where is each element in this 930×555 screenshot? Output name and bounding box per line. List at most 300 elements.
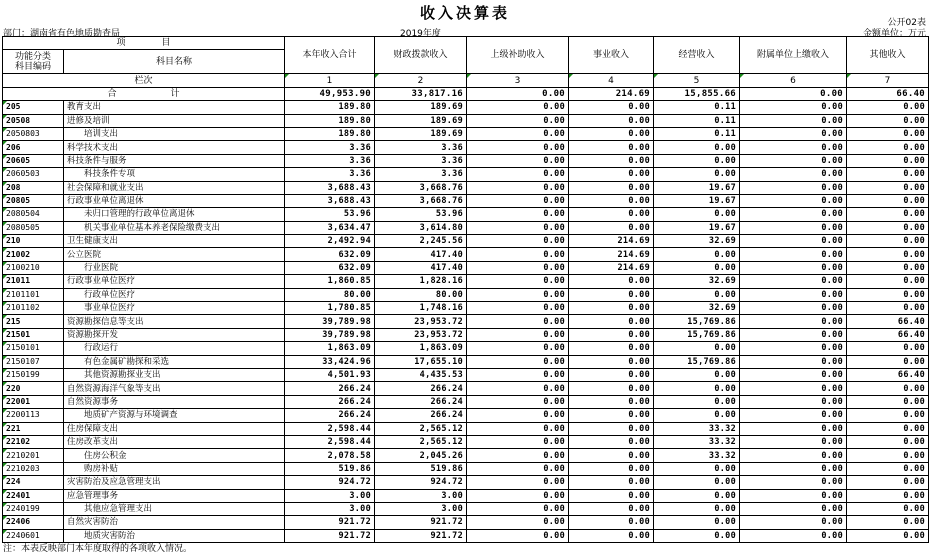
amount-cell: 0.00 xyxy=(847,114,929,127)
table-row xyxy=(3,502,929,515)
amount-cell: 0.00 xyxy=(467,449,569,462)
amount-cell: 0.00 xyxy=(740,328,847,341)
subject-code: 2060503 xyxy=(3,168,64,181)
amount-cell: 0.00 xyxy=(847,395,929,408)
amount-cell: 0.00 xyxy=(467,409,569,422)
subject-code: 22401 xyxy=(3,489,64,502)
amount-cell: 2,245.56 xyxy=(375,235,467,248)
total-value: 66.40 xyxy=(847,87,929,100)
amount-cell: 0.00 xyxy=(569,168,654,181)
table-row xyxy=(3,248,929,261)
amount-cell: 0.00 xyxy=(467,127,569,140)
amount-cell: 3.00 xyxy=(375,489,467,502)
amount-cell: 632.09 xyxy=(285,261,375,274)
amount-cell: 0.00 xyxy=(740,382,847,395)
amount-cell: 32.69 xyxy=(654,275,740,288)
amount-cell: 0.00 xyxy=(569,221,654,234)
subject-code: 208 xyxy=(3,181,64,194)
subject-code: 2101102 xyxy=(3,302,64,315)
table-row xyxy=(3,489,929,502)
subject-name: 行政运行 xyxy=(64,342,285,355)
amount-cell: 3.36 xyxy=(285,168,375,181)
amount-cell: 0.00 xyxy=(654,395,740,408)
amount-cell: 0.00 xyxy=(569,181,654,194)
subject-name: 住房保障支出 xyxy=(64,422,285,435)
amount-cell: 19.67 xyxy=(654,221,740,234)
total-value: 33,817.16 xyxy=(375,87,467,100)
amount-cell: 0.00 xyxy=(569,368,654,381)
amount-cell: 3,634.47 xyxy=(285,221,375,234)
subject-code: 215 xyxy=(3,315,64,328)
amount-cell: 0.00 xyxy=(467,235,569,248)
amount-cell: 0.00 xyxy=(467,221,569,234)
amount-cell: 0.00 xyxy=(740,114,847,127)
amount-cell: 519.86 xyxy=(375,462,467,475)
subject-name: 培训支出 xyxy=(64,127,285,140)
amount-cell: 0.00 xyxy=(467,302,569,315)
amount-cell: 0.00 xyxy=(569,194,654,207)
amount-cell: 4,501.93 xyxy=(285,368,375,381)
amount-cell: 0.00 xyxy=(847,382,929,395)
amount-cell: 0.00 xyxy=(569,435,654,448)
amount-cell: 0.00 xyxy=(740,462,847,475)
column-number: 3 xyxy=(467,74,569,87)
amount-cell: 0.00 xyxy=(740,342,847,355)
subject-code: 2150101 xyxy=(3,342,64,355)
table-row xyxy=(3,395,929,408)
amount-cell: 0.00 xyxy=(569,101,654,114)
amount-cell: 0.00 xyxy=(569,154,654,167)
amount-cell: 0.00 xyxy=(569,449,654,462)
amount-cell: 3.36 xyxy=(375,154,467,167)
subject-code: 210 xyxy=(3,235,64,248)
amount-cell: 0.00 xyxy=(467,141,569,154)
amount-cell: 0.00 xyxy=(847,355,929,368)
amount-cell: 0.00 xyxy=(569,395,654,408)
amount-cell: 3.00 xyxy=(285,489,375,502)
amount-cell: 0.00 xyxy=(569,409,654,422)
amount-cell: 214.69 xyxy=(569,261,654,274)
amount-cell: 66.40 xyxy=(847,315,929,328)
amount-cell: 266.24 xyxy=(375,409,467,422)
subject-name: 自然资源事务 xyxy=(64,395,285,408)
subject-name: 机关事业单位基本养老保险缴费支出 xyxy=(64,221,285,234)
amount-cell: 0.00 xyxy=(847,409,929,422)
amount-cell: 189.80 xyxy=(285,101,375,114)
column-header: 财政拨款收入 xyxy=(375,37,467,74)
amount-cell: 0.00 xyxy=(654,462,740,475)
amount-cell: 0.00 xyxy=(740,208,847,221)
amount-cell: 19.67 xyxy=(654,181,740,194)
amount-cell: 15,769.86 xyxy=(654,328,740,341)
table-row xyxy=(3,275,929,288)
amount-unit: 金额单位：万元 xyxy=(862,29,926,39)
amount-cell: 266.24 xyxy=(285,409,375,422)
amount-cell: 3.00 xyxy=(285,502,375,515)
table-row xyxy=(3,315,929,328)
amount-cell: 0.11 xyxy=(654,101,740,114)
table-row xyxy=(3,355,929,368)
subject-code: 2150107 xyxy=(3,355,64,368)
column-number: 4 xyxy=(569,74,654,87)
amount-cell: 0.00 xyxy=(467,114,569,127)
amount-cell: 0.00 xyxy=(569,208,654,221)
subject-name: 事业单位医疗 xyxy=(64,302,285,315)
table-row xyxy=(3,194,929,207)
table-row xyxy=(3,342,929,355)
amount-cell: 0.00 xyxy=(740,235,847,248)
amount-cell: 266.24 xyxy=(375,395,467,408)
total-value: 49,953.90 xyxy=(285,87,375,100)
amount-cell: 0.00 xyxy=(654,168,740,181)
amount-cell: 0.00 xyxy=(740,449,847,462)
subject-name: 行政事业单位离退休 xyxy=(64,194,285,207)
amount-cell: 0.00 xyxy=(847,208,929,221)
total-label: 合 计 xyxy=(3,87,285,100)
amount-cell: 0.00 xyxy=(847,288,929,301)
amount-cell: 39,789.98 xyxy=(285,315,375,328)
amount-cell: 0.00 xyxy=(467,516,569,529)
amount-cell: 0.00 xyxy=(740,435,847,448)
amount-cell: 0.00 xyxy=(847,342,929,355)
amount-cell: 924.72 xyxy=(285,476,375,489)
amount-cell: 189.69 xyxy=(375,114,467,127)
amount-cell: 0.00 xyxy=(654,516,740,529)
subject-code: 20508 xyxy=(3,114,64,127)
subject-code: 2101101 xyxy=(3,288,64,301)
amount-cell: 15,769.86 xyxy=(654,355,740,368)
amount-cell: 66.40 xyxy=(847,328,929,341)
subject-name: 自然资源海洋气象等支出 xyxy=(64,382,285,395)
amount-cell: 39,789.98 xyxy=(285,328,375,341)
amount-cell: 32.69 xyxy=(654,235,740,248)
amount-cell: 0.00 xyxy=(569,462,654,475)
subject-name: 教育支出 xyxy=(64,101,285,114)
subject-code: 2210203 xyxy=(3,462,64,475)
column-header: 附属单位上缴收入 xyxy=(740,37,847,74)
subject-code: 2050803 xyxy=(3,127,64,140)
amount-cell: 189.69 xyxy=(375,101,467,114)
amount-cell: 19.67 xyxy=(654,194,740,207)
amount-cell: 0.00 xyxy=(569,489,654,502)
subject-name: 行政单位医疗 xyxy=(64,288,285,301)
table-row xyxy=(3,141,929,154)
amount-cell: 0.00 xyxy=(740,248,847,261)
amount-cell: 32.69 xyxy=(654,302,740,315)
amount-cell: 0.00 xyxy=(569,355,654,368)
amount-cell: 0.00 xyxy=(569,114,654,127)
amount-cell: 0.00 xyxy=(740,168,847,181)
subject-name: 进修及培训 xyxy=(64,114,285,127)
amount-cell: 0.00 xyxy=(740,302,847,315)
subject-name: 地质灾害防治 xyxy=(64,529,285,542)
subject-name: 购房补贴 xyxy=(64,462,285,475)
amount-cell: 0.00 xyxy=(467,288,569,301)
table-row xyxy=(3,422,929,435)
amount-cell: 1,860.85 xyxy=(285,275,375,288)
total-value: 0.00 xyxy=(740,87,847,100)
amount-cell: 1,780.85 xyxy=(285,302,375,315)
amount-cell: 4,435.53 xyxy=(375,368,467,381)
amount-cell: 0.00 xyxy=(740,422,847,435)
amount-cell: 0.00 xyxy=(654,208,740,221)
total-value: 15,855.66 xyxy=(654,87,740,100)
amount-cell: 189.69 xyxy=(375,127,467,140)
amount-cell: 0.00 xyxy=(654,342,740,355)
amount-cell: 214.69 xyxy=(569,248,654,261)
subject-name: 科技条件专项 xyxy=(64,168,285,181)
amount-cell: 33.32 xyxy=(654,449,740,462)
subject-name: 住房改革支出 xyxy=(64,435,285,448)
table-row xyxy=(3,101,929,114)
subject-code: 2240601 xyxy=(3,529,64,542)
amount-cell: 0.00 xyxy=(569,529,654,542)
amount-cell: 921.72 xyxy=(375,516,467,529)
amount-cell: 0.00 xyxy=(847,435,929,448)
amount-cell: 0.00 xyxy=(847,422,929,435)
amount-cell: 266.24 xyxy=(375,382,467,395)
subject-name: 科技条件与服务 xyxy=(64,154,285,167)
amount-cell: 2,078.58 xyxy=(285,449,375,462)
subject-name: 社会保障和就业支出 xyxy=(64,181,285,194)
table-row xyxy=(3,409,929,422)
subject-name: 应急管理事务 xyxy=(64,489,285,502)
amount-cell: 33.32 xyxy=(654,435,740,448)
table-row xyxy=(3,449,929,462)
table-row xyxy=(3,114,929,127)
table-row xyxy=(3,261,929,274)
amount-cell: 0.00 xyxy=(467,382,569,395)
code-header: 功能分类科目编码 xyxy=(3,50,64,74)
amount-cell: 0.00 xyxy=(467,328,569,341)
amount-cell: 0.00 xyxy=(654,502,740,515)
amount-cell: 519.86 xyxy=(285,462,375,475)
column-number: 7 xyxy=(847,74,929,87)
amount-cell: 0.00 xyxy=(467,181,569,194)
amount-cell: 2,565.12 xyxy=(375,435,467,448)
amount-cell: 921.72 xyxy=(285,516,375,529)
amount-cell: 0.00 xyxy=(847,101,929,114)
amount-cell: 0.00 xyxy=(467,261,569,274)
subject-code: 20605 xyxy=(3,154,64,167)
column-header: 经营收入 xyxy=(654,37,740,74)
table-row xyxy=(3,208,929,221)
table-row xyxy=(3,154,929,167)
subject-code: 21002 xyxy=(3,248,64,261)
amount-cell: 0.00 xyxy=(467,342,569,355)
amount-cell: 33.32 xyxy=(654,422,740,435)
amount-cell: 0.00 xyxy=(847,194,929,207)
amount-cell: 0.00 xyxy=(847,221,929,234)
amount-cell: 0.00 xyxy=(467,275,569,288)
amount-cell: 0.00 xyxy=(654,141,740,154)
amount-cell: 0.00 xyxy=(467,395,569,408)
amount-cell: 0.00 xyxy=(847,302,929,315)
total-value: 214.69 xyxy=(569,87,654,100)
amount-cell: 33,424.96 xyxy=(285,355,375,368)
table-row xyxy=(3,516,929,529)
amount-cell: 0.00 xyxy=(847,489,929,502)
subject-code: 2080505 xyxy=(3,221,64,234)
amount-cell: 23,953.72 xyxy=(375,315,467,328)
subject-name: 住房公积金 xyxy=(64,449,285,462)
amount-cell: 0.00 xyxy=(654,368,740,381)
amount-cell: 0.00 xyxy=(740,355,847,368)
amount-cell: 0.00 xyxy=(467,168,569,181)
column-header: 其他收入 xyxy=(847,37,929,74)
amount-cell: 0.00 xyxy=(847,168,929,181)
table-row xyxy=(3,382,929,395)
amount-cell: 0.11 xyxy=(654,127,740,140)
amount-cell: 3.36 xyxy=(285,154,375,167)
amount-cell: 0.00 xyxy=(467,101,569,114)
amount-cell: 0.00 xyxy=(654,409,740,422)
subject-name: 资源勘探信息等支出 xyxy=(64,315,285,328)
footnote: 注：本表反映部门本年度取得的各项收入情况。 xyxy=(3,544,193,554)
subject-code: 21501 xyxy=(3,328,64,341)
amount-cell: 0.00 xyxy=(740,368,847,381)
amount-cell: 189.80 xyxy=(285,127,375,140)
amount-cell: 0.00 xyxy=(569,382,654,395)
subject-name: 其他应急管理支出 xyxy=(64,502,285,515)
amount-cell: 0.00 xyxy=(569,302,654,315)
amount-cell: 0.00 xyxy=(467,476,569,489)
amount-cell: 0.00 xyxy=(569,502,654,515)
amount-cell: 3.00 xyxy=(375,502,467,515)
table-row xyxy=(3,368,929,381)
table-row xyxy=(3,462,929,475)
amount-cell: 0.00 xyxy=(847,248,929,261)
table-row xyxy=(3,288,929,301)
amount-cell: 0.00 xyxy=(467,355,569,368)
amount-cell: 0.00 xyxy=(740,154,847,167)
amount-cell: 0.00 xyxy=(847,141,929,154)
amount-cell: 0.00 xyxy=(740,516,847,529)
amount-cell: 3,668.76 xyxy=(375,194,467,207)
amount-cell: 0.00 xyxy=(847,181,929,194)
amount-cell: 924.72 xyxy=(375,476,467,489)
amount-cell: 0.00 xyxy=(569,476,654,489)
form-number: 公开02表 xyxy=(887,18,926,28)
amount-cell: 0.00 xyxy=(467,489,569,502)
amount-cell: 214.69 xyxy=(569,235,654,248)
amount-cell: 921.72 xyxy=(375,529,467,542)
amount-cell: 0.00 xyxy=(740,221,847,234)
amount-cell: 3,688.43 xyxy=(285,181,375,194)
amount-cell: 66.40 xyxy=(847,368,929,381)
report-title: 收入决算表 xyxy=(419,4,510,22)
amount-cell: 3,688.43 xyxy=(285,194,375,207)
amount-cell: 417.40 xyxy=(375,248,467,261)
amount-cell: 0.11 xyxy=(654,114,740,127)
amount-cell: 0.00 xyxy=(847,462,929,475)
table-row xyxy=(3,168,929,181)
amount-cell: 80.00 xyxy=(285,288,375,301)
subject-code: 206 xyxy=(3,141,64,154)
amount-cell: 0.00 xyxy=(467,502,569,515)
amount-cell: 0.00 xyxy=(654,489,740,502)
amount-cell: 266.24 xyxy=(285,382,375,395)
amount-cell: 189.80 xyxy=(285,114,375,127)
amount-cell: 0.00 xyxy=(740,194,847,207)
amount-cell: 0.00 xyxy=(467,208,569,221)
column-header: 本年收入合计 xyxy=(285,37,375,74)
subject-code: 205 xyxy=(3,101,64,114)
amount-cell: 0.00 xyxy=(467,194,569,207)
subject-code: 2150199 xyxy=(3,368,64,381)
amount-cell: 0.00 xyxy=(654,261,740,274)
amount-cell: 0.00 xyxy=(847,154,929,167)
subject-name: 未归口管理的行政单位离退休 xyxy=(64,208,285,221)
amount-cell: 632.09 xyxy=(285,248,375,261)
column-number: 6 xyxy=(740,74,847,87)
subject-code: 2200113 xyxy=(3,409,64,422)
amount-cell: 0.00 xyxy=(740,395,847,408)
department-label: 部门：湖南省有色地质勘查局 xyxy=(3,29,121,39)
amount-cell: 0.00 xyxy=(740,529,847,542)
subject-name: 资源勘探开发 xyxy=(64,328,285,341)
amount-cell: 0.00 xyxy=(740,141,847,154)
amount-cell: 0.00 xyxy=(847,261,929,274)
amount-cell: 0.00 xyxy=(467,368,569,381)
amount-cell: 0.00 xyxy=(740,101,847,114)
income-table xyxy=(2,36,929,543)
amount-cell: 0.00 xyxy=(569,516,654,529)
subject-name: 行政事业单位医疗 xyxy=(64,275,285,288)
amount-cell: 0.00 xyxy=(847,502,929,515)
subject-name: 自然灾害防治 xyxy=(64,516,285,529)
amount-cell: 0.00 xyxy=(654,248,740,261)
amount-cell: 0.00 xyxy=(569,315,654,328)
amount-cell: 0.00 xyxy=(847,529,929,542)
amount-cell: 0.00 xyxy=(740,181,847,194)
subject-name: 地质矿产资源与环境调查 xyxy=(64,409,285,422)
table-row xyxy=(3,476,929,489)
amount-cell: 0.00 xyxy=(467,154,569,167)
subject-code: 224 xyxy=(3,476,64,489)
table-row xyxy=(3,181,929,194)
amount-cell: 0.00 xyxy=(847,127,929,140)
amount-cell: 17,655.10 xyxy=(375,355,467,368)
amount-cell: 0.00 xyxy=(740,476,847,489)
total-value: 0.00 xyxy=(467,87,569,100)
amount-cell: 0.00 xyxy=(569,141,654,154)
amount-cell: 0.00 xyxy=(467,315,569,328)
subject-name: 行业医院 xyxy=(64,261,285,274)
amount-cell: 417.40 xyxy=(375,261,467,274)
amount-cell: 0.00 xyxy=(467,529,569,542)
subject-code: 22001 xyxy=(3,395,64,408)
amount-cell: 1,748.16 xyxy=(375,302,467,315)
subject-code: 220 xyxy=(3,382,64,395)
row-number-label: 栏次 xyxy=(3,74,285,87)
amount-cell: 0.00 xyxy=(654,288,740,301)
amount-cell: 15,769.86 xyxy=(654,315,740,328)
subject-name: 有色金属矿勘探和采选 xyxy=(64,355,285,368)
amount-cell: 0.00 xyxy=(740,315,847,328)
amount-cell: 0.00 xyxy=(740,261,847,274)
subject-code: 2210201 xyxy=(3,449,64,462)
subject-code: 22406 xyxy=(3,516,64,529)
subject-code: 21011 xyxy=(3,275,64,288)
amount-cell: 0.00 xyxy=(847,275,929,288)
amount-cell: 1,863.09 xyxy=(285,342,375,355)
amount-cell: 0.00 xyxy=(569,328,654,341)
amount-cell: 0.00 xyxy=(467,422,569,435)
amount-cell: 0.00 xyxy=(740,409,847,422)
amount-cell: 0.00 xyxy=(740,288,847,301)
amount-cell: 0.00 xyxy=(467,462,569,475)
